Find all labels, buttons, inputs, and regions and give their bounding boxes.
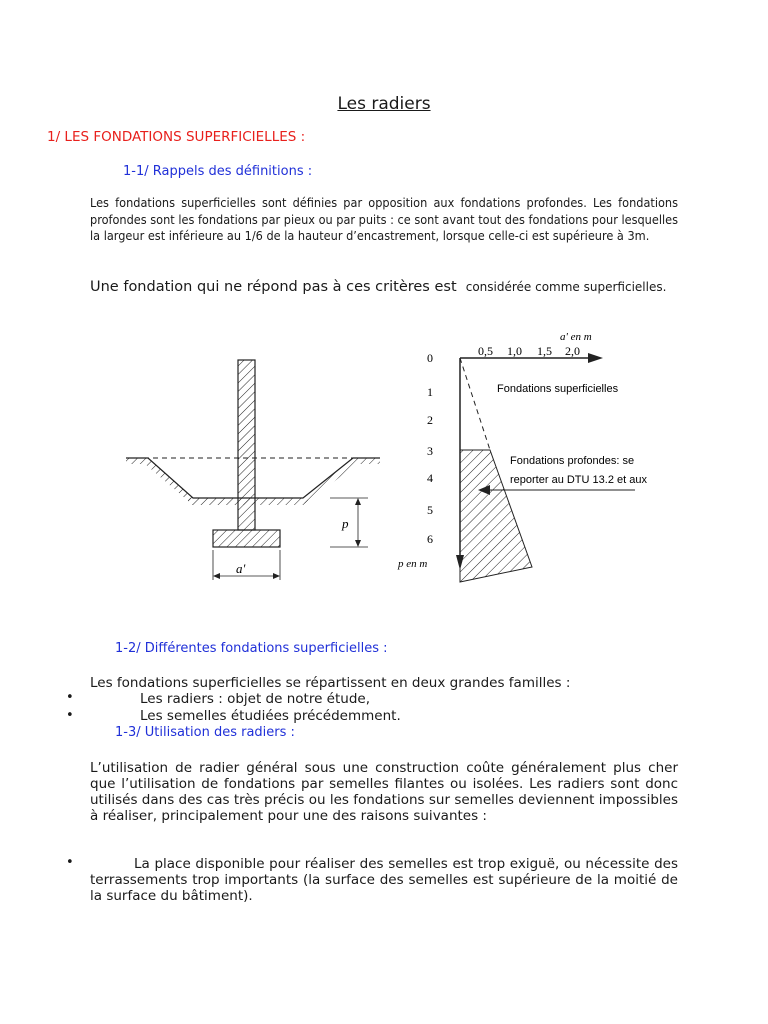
y-tick-1: 1: [427, 385, 433, 399]
y-tick-3: 3: [427, 444, 433, 458]
label-deep-line2: reporter au DTU 13.2 et aux: [510, 474, 647, 486]
criteria-line: [90, 276, 666, 295]
x-tick-1: 0,5: [478, 344, 493, 358]
families-intro: Les fondations superficielles se répartissent en deux grandes familles :: [90, 675, 571, 691]
y-tick-4: 4: [427, 471, 433, 485]
page-title: Les radiers: [337, 94, 431, 114]
dimension-label-p: p: [342, 516, 349, 531]
criteria-text-large: Une fondation qui ne répond pas à ces critères est: [90, 279, 457, 295]
y-tick-6: 6: [427, 532, 433, 546]
x-tick-2: 1,0: [507, 344, 522, 358]
bullet-marker: •: [66, 690, 74, 705]
family-item-2: Les semelles étudiées précédemment.: [140, 708, 401, 724]
dimension-label-a: a': [236, 561, 246, 576]
foundation-classification-chart: [390, 325, 650, 585]
label-superficial: Fondations superficielles: [497, 383, 619, 395]
subsection-heading-1-1: 1-1/ Rappels des définitions :: [123, 164, 313, 179]
subsection-heading-1-2: 1-2/ Différentes fondations superficielles :: [115, 641, 388, 656]
x-axis-label: a' en m: [560, 331, 592, 343]
usage-paragraph: L’utilisation de radier général sous une construction coûte généralement plus cher que l’utilisation de fondations par semelles filantes ou isolées. Les radiers sont donc utilisés dans des cas très précis ou les fondations sur semelles deviennent impossibles à réaliser, principalement pour une des raisons suivantes :: [90, 760, 678, 824]
y-axis-label: p en m: [398, 558, 428, 570]
definition-paragraph: Les fondations superficielles sont définies par opposition aux fondations profondes. Les fondations profondes sont les fondations par pieux ou par puits : ce sont avant tout des fondations pour lesquelles la largeur est inférieure au 1/6 de la hauteur d’encastrement, lorsque celle-ci est supérieure à 3m.: [90, 195, 679, 243]
y-tick-0: 0: [427, 351, 433, 365]
x-tick-4: 2,0: [565, 344, 580, 358]
criteria-text-small: considérée comme superficielles.: [465, 280, 667, 294]
label-deep-line1: Fondations profondes: se: [510, 455, 635, 467]
section-heading-1: 1/ LES FONDATIONS SUPERFICIELLES :: [47, 129, 306, 145]
subsection-heading-1-3: 1-3/ Utilisation des radiers :: [115, 725, 295, 740]
bullet-marker: •: [66, 708, 74, 723]
reason-item-1: La place disponible pour réaliser des semelles est trop exiguë, ou nécessite des terrassements trop importants (la surface des semelles est supérieure de la moitié de la surface du bâtiment).: [90, 856, 678, 904]
y-tick-5: 5: [427, 503, 433, 517]
bullet-marker: •: [66, 855, 74, 870]
y-tick-2: 2: [427, 413, 433, 427]
foundation-section-figure: [118, 350, 398, 590]
x-tick-3: 1,5: [537, 344, 552, 358]
family-item-1: Les radiers : objet de notre étude,: [140, 691, 370, 707]
